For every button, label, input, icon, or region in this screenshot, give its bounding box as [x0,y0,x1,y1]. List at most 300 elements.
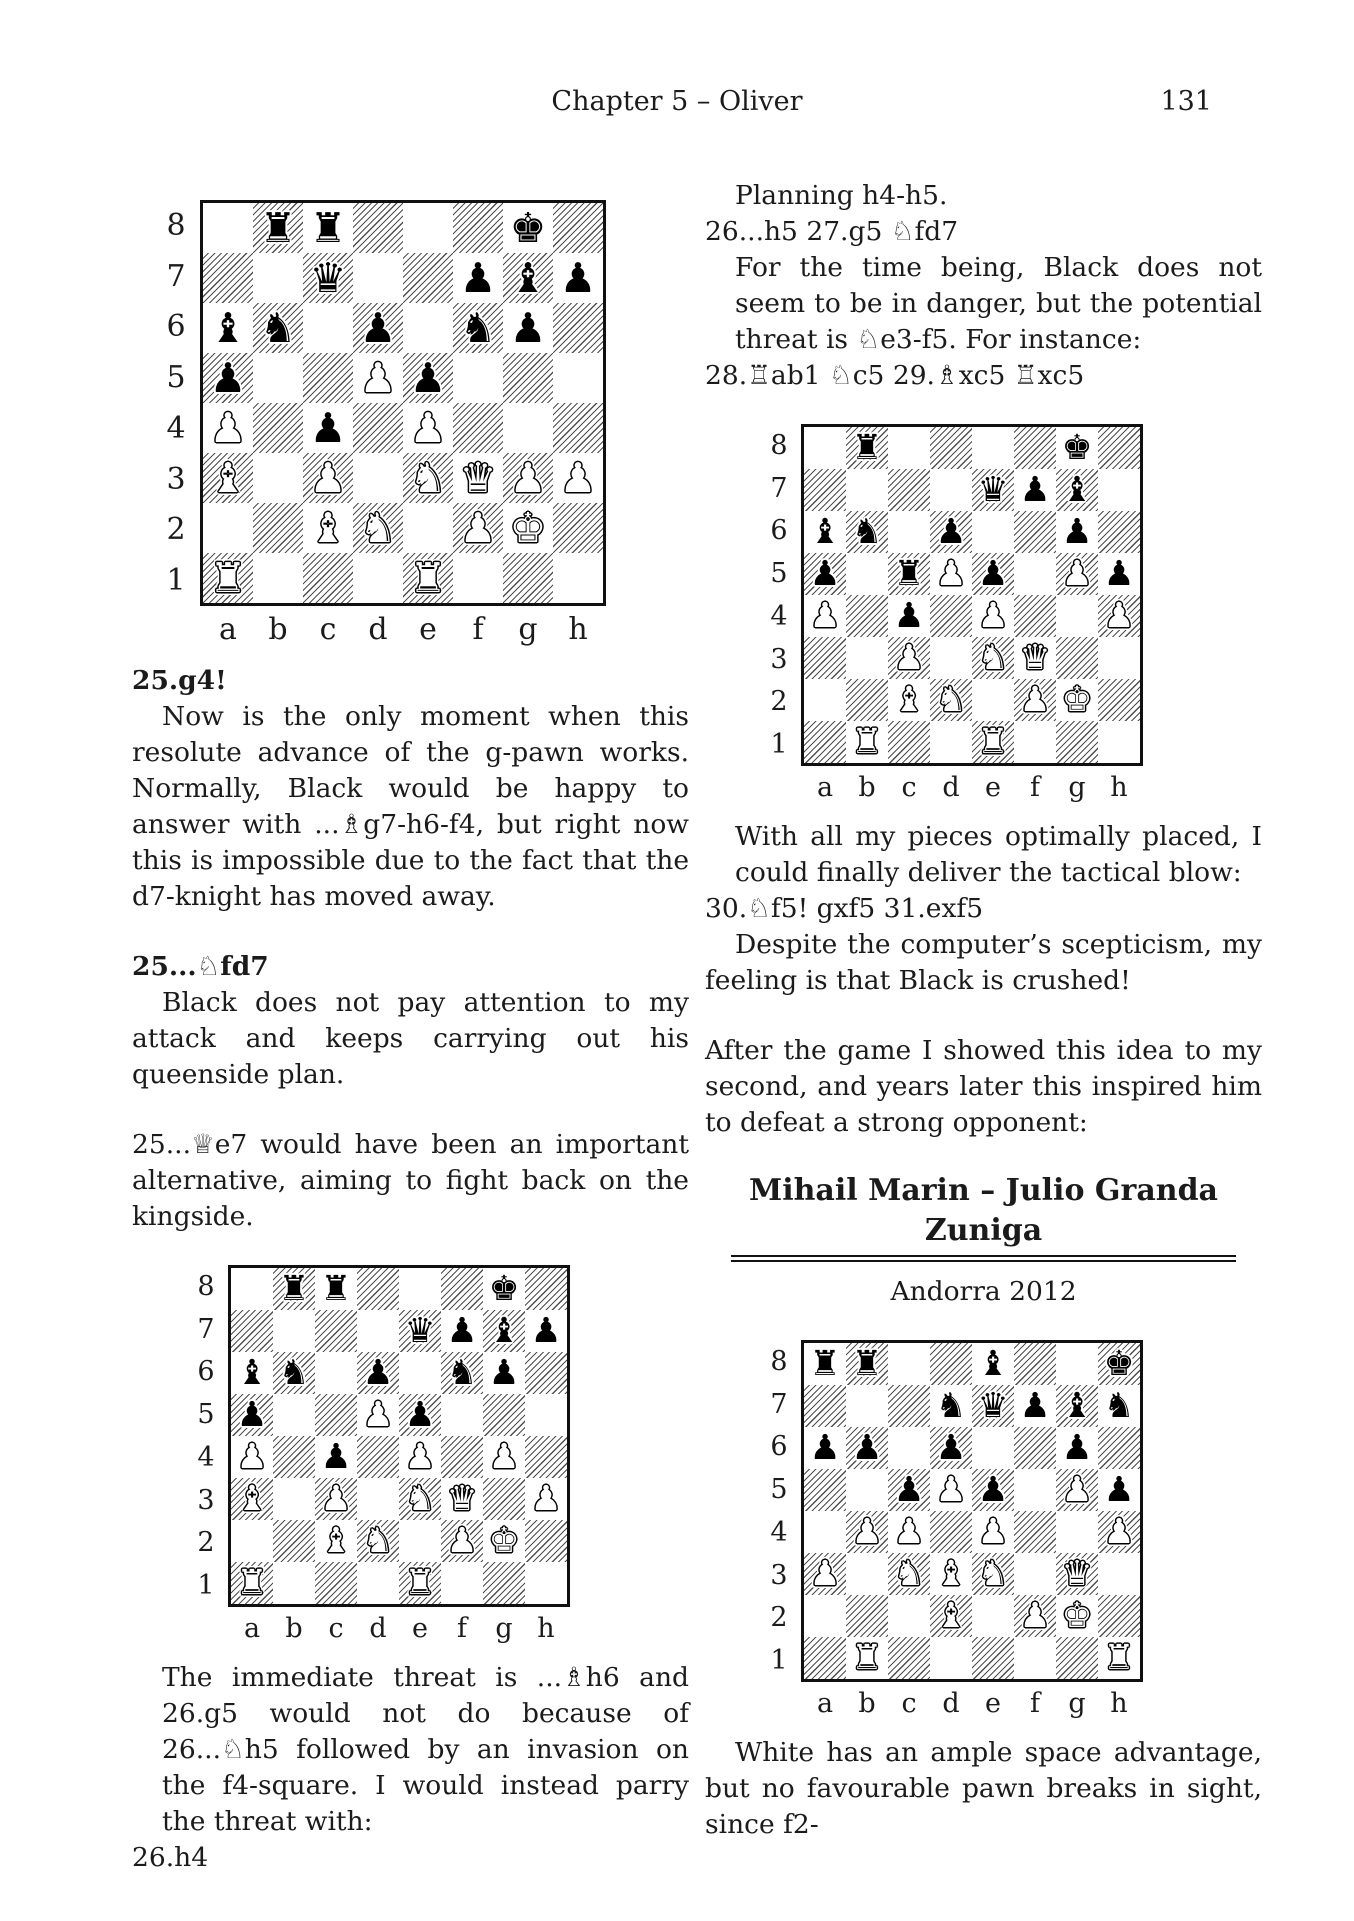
board-square [273,1436,315,1478]
white-knight-piece: ♞ [935,679,967,720]
black-bishop-piece: ♝ [209,303,247,352]
board-square [303,353,353,403]
board-square [525,1562,567,1604]
black-pawn-piece: ♟ [362,1352,394,1393]
board-square [804,595,846,637]
board-square [303,553,353,603]
board-square [1056,679,1098,721]
board-square [888,427,930,469]
rank-label: 5 [166,360,186,396]
board-square [353,453,403,503]
board-square [930,427,972,469]
board-square [846,679,888,721]
white-pawn-piece: ♟ [459,503,497,552]
white-bishop-piece: ♝ [320,1520,352,1561]
board-square [804,553,846,595]
black-queen-piece: ♛ [309,253,347,302]
board-square [441,1268,483,1310]
black-bishop-piece: ♝ [236,1352,268,1393]
board-square [315,1310,357,1352]
white-pawn-piece: ♟ [1061,553,1093,594]
black-rook-piece: ♜ [259,203,297,252]
annotation-paragraph: Black does not pay attention to my attack and keeps carrying out his queenside plan. [132,987,689,1090]
white-rook-piece: ♜ [977,721,1009,762]
board-square [888,553,930,595]
board-square [888,1427,930,1469]
file-label: h [1110,772,1128,803]
white-pawn-piece: ♟ [320,1478,352,1519]
black-pawn-piece: ♟ [1103,553,1135,594]
board-square [441,1562,483,1604]
board-square [1014,469,1056,511]
board-square [930,553,972,595]
white-pawn-piece: ♟ [404,1436,436,1477]
board-square [553,553,603,603]
black-pawn-piece: ♟ [446,1310,478,1351]
board-square [1014,1385,1056,1427]
board-square [553,403,603,453]
white-queen-piece: ♛ [1061,1553,1093,1594]
black-knight-piece: ♞ [278,1352,310,1393]
board-square [1014,511,1056,553]
board-square [1014,1343,1056,1385]
black-knight-piece: ♞ [935,1385,967,1426]
rank-labels [184,1265,228,1607]
board-square [483,1562,525,1604]
board-square [231,1436,273,1478]
board-square [1014,1427,1056,1469]
rank-label: 4 [166,410,186,446]
board-square [972,511,1014,553]
rank-label: 7 [197,1313,215,1345]
file-label: e [419,612,437,647]
board-square [303,503,353,553]
black-pawn-piece: ♟ [359,303,397,352]
black-knight-piece: ♞ [1103,1385,1135,1426]
board-square [503,553,553,603]
white-pawn-piece: ♟ [362,1394,394,1435]
board-square [972,1511,1014,1553]
move-line: 25...♘fd7 [132,951,269,982]
file-label: a [816,1688,834,1719]
board-square [1014,679,1056,721]
board-wrapper [184,1265,689,1607]
board-square [303,253,353,303]
board-square [1098,1511,1140,1553]
board-square [1098,679,1140,721]
board-square [930,721,972,763]
board-square [1056,1343,1098,1385]
board-square [930,511,972,553]
board-square [1014,595,1056,637]
white-rook-piece: ♜ [851,721,883,762]
rank-labels [757,1340,801,1682]
annotation-paragraph: For the time being, Black does not seem to be in danger, but the potential threat is ♘e3-f5. For instance: [735,252,1262,355]
white-bishop-piece: ♝ [309,503,347,552]
black-bishop-piece: ♝ [977,1343,1009,1384]
game-header [705,1171,1262,1310]
board-square [804,469,846,511]
board-square [972,1595,1014,1637]
board-square [930,1343,972,1385]
board-square [1014,721,1056,763]
black-rook-piece: ♜ [309,203,347,252]
black-pawn-piece: ♟ [1103,1469,1135,1510]
board-square [972,1427,1014,1469]
board-square [930,1637,972,1679]
white-king-piece: ♚ [509,503,547,552]
board-square [403,253,453,303]
board-square [1014,427,1056,469]
board-square [453,453,503,503]
file-label: c [901,1688,917,1719]
board-square [804,679,846,721]
board-square [357,1352,399,1394]
annotation-paragraph: Now is the only moment when this resolute advance of the g-pawn works. Normally, Black would be happy to answer with ...♗g7-h6-f4, but right now this is impossible due to the fact that the d7-knight has moved away. [132,701,689,912]
file-label: g [495,1613,513,1644]
file-labels [804,1688,1262,1719]
white-pawn-piece: ♟ [809,1553,841,1594]
black-rook-piece: ♜ [278,1268,310,1309]
board-square [804,1511,846,1553]
black-rook-piece: ♜ [893,553,925,594]
board-square [315,1352,357,1394]
board-square [231,1310,273,1352]
board-square [273,1310,315,1352]
board-square [972,1385,1014,1427]
board-square [972,1553,1014,1595]
annotation-paragraph: White has an ample space advantage, but no favourable pawn breaks in sight, since f2- [705,1737,1262,1840]
board-square [525,1394,567,1436]
white-bishop-piece: ♝ [236,1478,268,1519]
double-rule-divider [731,1255,1236,1262]
rank-label: 1 [197,1570,215,1602]
board-square [353,553,403,603]
board-square [315,1562,357,1604]
board-square [930,679,972,721]
board-square [453,553,503,603]
board-square [972,427,1014,469]
board-square [203,403,253,453]
board-square [253,403,303,453]
board-square [1056,1595,1098,1637]
file-label: h [1110,1688,1128,1719]
board-square [888,1385,930,1427]
rank-label: 4 [770,600,788,632]
board-square [804,1427,846,1469]
two-column-layout [132,178,1262,1876]
board-square [253,503,303,553]
board-square [315,1436,357,1478]
black-pawn-piece: ♟ [459,253,497,302]
black-pawn-piece: ♟ [935,1427,967,1468]
rank-label: 1 [770,729,788,761]
file-label: e [412,1613,428,1644]
board-square [1098,1385,1140,1427]
chess-diagram-4 [757,1340,1262,1719]
board-square [525,1478,567,1520]
board-square [1098,553,1140,595]
board-square [972,595,1014,637]
board-square [203,353,253,403]
right-column [705,178,1262,1876]
board-square [553,503,603,553]
board-square [441,1478,483,1520]
white-knight-piece: ♞ [977,637,1009,678]
board-square [399,1562,441,1604]
white-pawn-piece: ♟ [1061,1469,1093,1510]
board-square [483,1352,525,1394]
black-knight-piece: ♞ [446,1352,478,1393]
board-square [483,1394,525,1436]
black-pawn-piece: ♟ [893,1469,925,1510]
board-square [231,1478,273,1520]
black-bishop-piece: ♝ [1061,1385,1093,1426]
board-square [1098,427,1140,469]
board-square [846,1553,888,1595]
white-rook-piece: ♜ [236,1562,268,1603]
white-pawn-piece: ♟ [209,403,247,452]
black-pawn-piece: ♟ [1019,469,1051,510]
black-pawn-piece: ♟ [236,1394,268,1435]
board-square [846,595,888,637]
file-labels [231,1613,689,1644]
file-label: e [985,772,1001,803]
board-square [804,427,846,469]
black-bishop-piece: ♝ [509,253,547,302]
white-rook-piece: ♜ [209,553,247,602]
board-wrapper [152,200,689,606]
game-venue: Andorra 2012 [890,1276,1077,1307]
board-square [1056,1553,1098,1595]
board-square [525,1520,567,1562]
board-square [483,1268,525,1310]
black-knight-piece: ♞ [459,303,497,352]
board-square [441,1352,483,1394]
board-square [483,1436,525,1478]
board-square [399,1310,441,1352]
board-square [353,353,403,403]
board-square [1014,1595,1056,1637]
file-label: a [816,772,834,803]
chess-board [228,1265,570,1607]
rank-label: 2 [197,1527,215,1559]
file-label: d [368,612,388,647]
file-label: a [243,1613,261,1644]
board-square [353,303,403,353]
board-square [203,553,253,603]
board-square [441,1520,483,1562]
board-square [972,469,1014,511]
board-square [1056,1511,1098,1553]
white-king-piece: ♚ [1061,1595,1093,1636]
white-rook-piece: ♜ [409,553,447,602]
board-square [231,1520,273,1562]
rank-label: 7 [770,1388,788,1420]
white-pawn-piece: ♟ [559,453,597,502]
board-square [1056,427,1098,469]
board-square [273,1478,315,1520]
rank-label: 2 [166,512,186,548]
file-label: d [942,772,960,803]
file-label: g [518,612,538,647]
board-square [930,595,972,637]
board-square [403,503,453,553]
rank-label: 4 [197,1441,215,1473]
board-square [804,1637,846,1679]
white-pawn-piece: ♟ [309,453,347,502]
board-square [553,203,603,253]
board-square [273,1520,315,1562]
board-square [972,1343,1014,1385]
black-pawn-piece: ♟ [935,511,967,552]
board-square [503,353,553,403]
board-square [253,453,303,503]
board-square [483,1478,525,1520]
board-square [972,1637,1014,1679]
black-rook-piece: ♜ [809,1343,841,1384]
board-square [1056,1385,1098,1427]
board-square [846,427,888,469]
move-line: 26...h5 27.g5 ♘fd7 [705,216,959,247]
white-rook-piece: ♜ [851,1637,883,1678]
white-pawn-piece: ♟ [935,1469,967,1510]
black-bishop-piece: ♝ [809,511,841,552]
board-square [503,503,553,553]
board-square [353,403,403,453]
rank-label: 2 [770,1602,788,1634]
chess-diagram-1 [152,200,689,647]
white-bishop-piece: ♝ [935,1595,967,1636]
black-bishop-piece: ♝ [1061,469,1093,510]
rank-label: 4 [770,1516,788,1548]
white-pawn-piece: ♟ [809,595,841,636]
board-square [453,353,503,403]
black-pawn-piece: ♟ [409,353,447,402]
board-square [253,303,303,353]
black-pawn-piece: ♟ [404,1394,436,1435]
board-square [930,637,972,679]
board-square [846,1511,888,1553]
board-square [403,203,453,253]
board-square [1056,553,1098,595]
black-knight-piece: ♞ [851,511,883,552]
white-pawn-piece: ♟ [359,353,397,402]
board-square [846,469,888,511]
white-knight-piece: ♞ [977,1553,1009,1594]
white-pawn-piece: ♟ [236,1436,268,1477]
board-square [303,403,353,453]
board-square [525,1436,567,1478]
board-square [273,1352,315,1394]
board-square [888,1469,930,1511]
board-square [930,1385,972,1427]
board-square [804,1595,846,1637]
board-square [553,253,603,303]
rank-label: 8 [166,207,186,243]
white-pawn-piece: ♟ [1103,595,1135,636]
board-square [315,1268,357,1310]
black-pawn-piece: ♟ [977,553,1009,594]
black-king-piece: ♚ [509,203,547,252]
board-square [846,1469,888,1511]
file-label: b [285,1613,303,1644]
rank-label: 6 [770,515,788,547]
board-square [930,469,972,511]
black-pawn-piece: ♟ [893,595,925,636]
board-square [804,721,846,763]
board-square [441,1394,483,1436]
board-square [315,1394,357,1436]
board-square [888,1343,930,1385]
board-square [203,453,253,503]
board-square [1014,553,1056,595]
board-square [930,1511,972,1553]
board-square [1098,1595,1140,1637]
board-square [203,503,253,553]
rank-label: 3 [166,461,186,497]
file-label: h [568,612,588,647]
white-pawn-piece: ♟ [446,1520,478,1561]
board-square [399,1520,441,1562]
rank-label: 5 [197,1399,215,1431]
board-square [888,1511,930,1553]
board-wrapper [757,424,1262,766]
board-square [353,503,403,553]
black-pawn-piece: ♟ [1061,1427,1093,1468]
board-square [399,1352,441,1394]
board-square [888,511,930,553]
chess-diagram-2 [757,424,1262,803]
white-pawn-piece: ♟ [977,1511,1009,1552]
board-square [1098,1343,1140,1385]
board-square [273,1268,315,1310]
white-queen-piece: ♛ [446,1478,478,1519]
white-knight-piece: ♞ [893,1553,925,1594]
white-pawn-piece: ♟ [1019,679,1051,720]
annotation-paragraph: Planning h4-h5. [735,180,948,211]
rank-label: 8 [197,1270,215,1302]
board-square [553,353,603,403]
board-square [399,1268,441,1310]
annotation-paragraph: After the game I showed this idea to my second, and years later this inspired him to defeat a strong opponent: [705,1035,1262,1138]
move-line: 28.♖ab1 ♘c5 29.♗xc5 ♖xc5 [705,360,1085,391]
white-pawn-piece: ♟ [851,1511,883,1552]
board-square [846,511,888,553]
board-square [303,453,353,503]
board-square [503,203,553,253]
black-pawn-piece: ♟ [488,1352,520,1393]
rank-label: 6 [166,309,186,345]
white-knight-piece: ♞ [362,1520,394,1561]
chess-board [801,424,1143,766]
move-line: 30.♘f5! gxf5 31.exf5 [705,893,984,924]
file-label: b [858,1688,876,1719]
board-square [1056,1469,1098,1511]
board-square [353,203,403,253]
rank-label: 3 [770,1559,788,1591]
board-square [888,637,930,679]
black-king-piece: ♚ [1061,427,1093,468]
file-label: d [369,1613,387,1644]
left-column [132,178,689,1876]
board-square [231,1268,273,1310]
board-square [1056,637,1098,679]
board-square [253,253,303,303]
black-knight-piece: ♞ [259,303,297,352]
file-label: e [985,1688,1001,1719]
white-pawn-piece: ♟ [893,1511,925,1552]
